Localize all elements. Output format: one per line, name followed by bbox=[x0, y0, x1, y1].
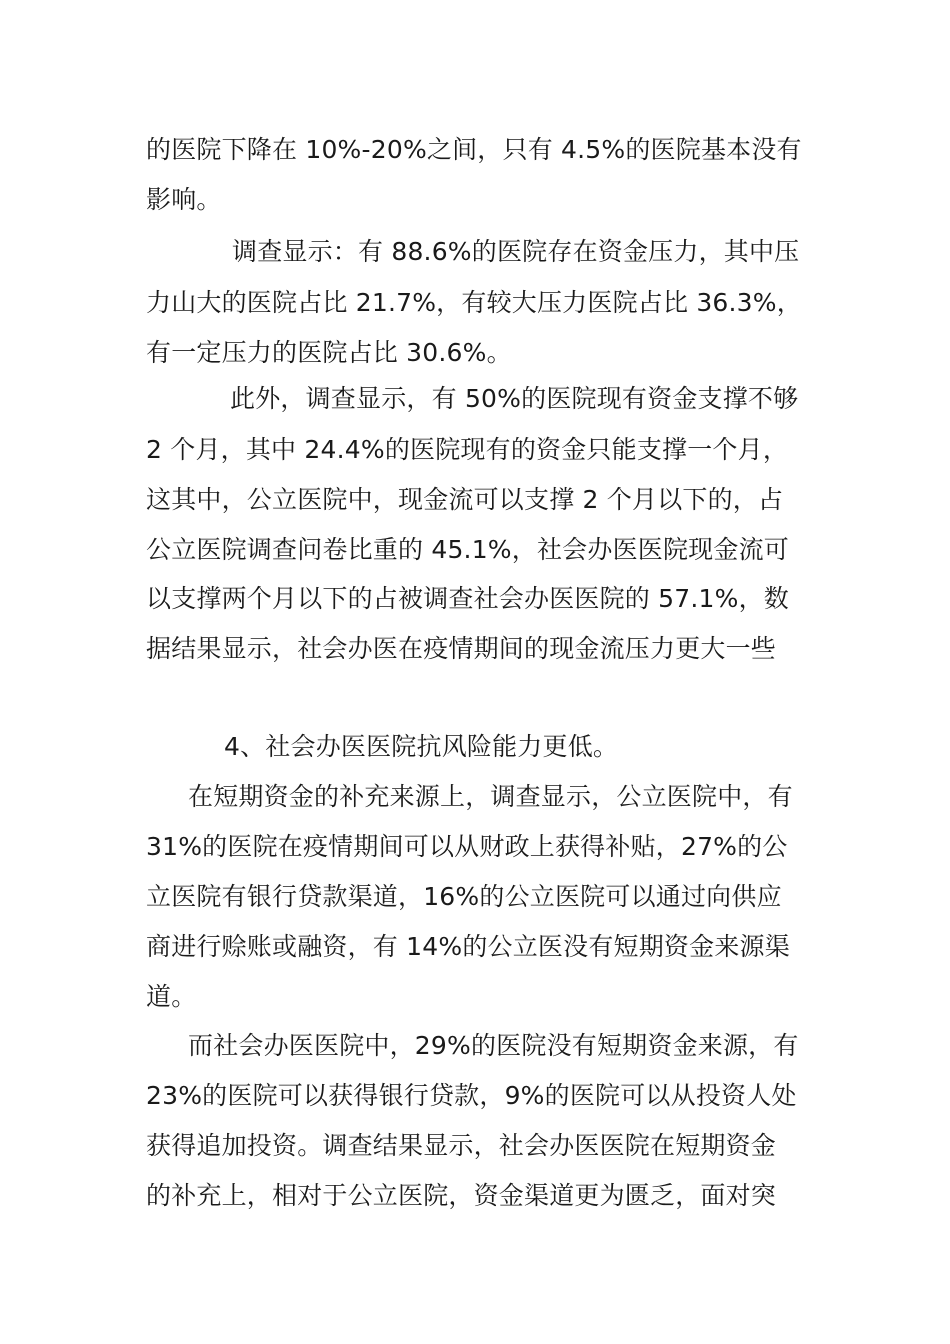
text-line: 道。 bbox=[146, 982, 197, 1011]
text-line: 力山大的医院占比 21.7%，有较大压力医院占比 36.3%， bbox=[146, 288, 802, 317]
text-line: 31%的医院在疫情期间可以从财政上获得补贴，27%的公 bbox=[146, 832, 788, 861]
text-line: 商进行赊账或融资，有 14%的公立医没有短期资金来源渠 bbox=[146, 932, 790, 961]
paragraph-first-line: 调查显示：有 88.6%的医院存在资金压力，其中压 bbox=[232, 237, 800, 266]
text-line: 立医院有银行贷款渠道，16%的公立医院可以通过向供应 bbox=[146, 882, 782, 911]
text-line: 23%的医院可以获得银行贷款，9%的医院可以从投资人处 bbox=[146, 1081, 797, 1110]
text-line: 据结果显示，社会办医在疫情期间的现金流压力更大一些 bbox=[146, 634, 777, 663]
paragraph-first-line: 而社会办医医院中，29%的医院没有短期资金来源，有 bbox=[188, 1031, 799, 1060]
text-line: 公立医院调查问卷比重的 45.1%，社会办医医院现金流可 bbox=[146, 535, 789, 564]
section-heading: 4、社会办医医院抗风险能力更低。 bbox=[224, 732, 619, 761]
paragraph-first-line: 在短期资金的补充来源上，调查显示，公立医院中，有 bbox=[188, 782, 793, 811]
text-line: 有一定压力的医院占比 30.6%。 bbox=[146, 338, 512, 367]
text-line: 这其中，公立医院中，现金流可以支撑 2 个月以下的，占 bbox=[146, 485, 784, 514]
text-line: 获得追加投资。调查结果显示，社会办医医院在短期资金 bbox=[146, 1131, 777, 1160]
text-line: 2 个月，其中 24.4%的医院现有的资金只能支撑一个月， bbox=[146, 435, 789, 464]
text-line: 影响。 bbox=[146, 185, 222, 214]
text-line: 以支撑两个月以下的占被调查社会办医医院的 57.1%，数 bbox=[146, 584, 789, 613]
paragraph-first-line: 此外，调查显示，有 50%的医院现有资金支撑不够 bbox=[230, 384, 799, 413]
text-line: 的医院下降在 10%-20%之间，只有 4.5%的医院基本没有 bbox=[146, 135, 802, 164]
text-line: 的补充上，相对于公立医院，资金渠道更为匮乏，面对突 bbox=[146, 1181, 777, 1210]
